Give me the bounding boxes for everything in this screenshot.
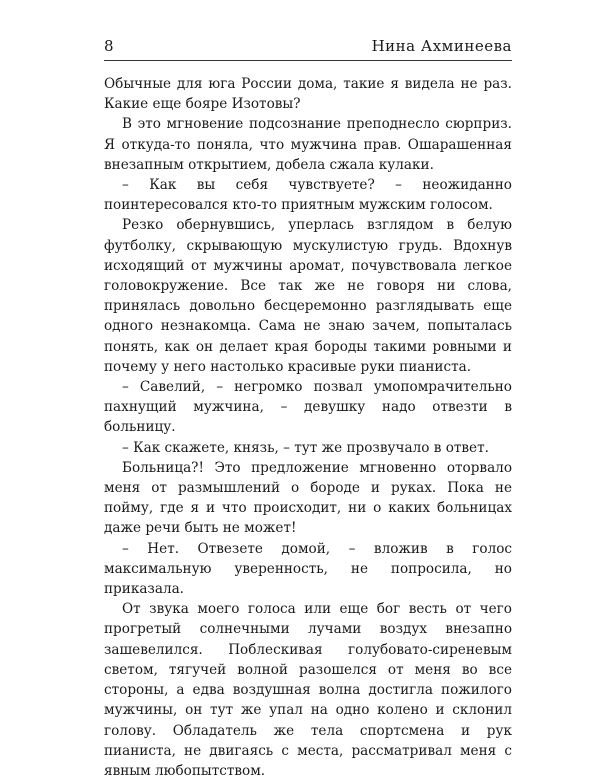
- paragraph: – Как вы себя чувствуете? – неожиданно поинтересовался кто-то приятным мужским голосом.: [104, 177, 512, 214]
- body-text: [104, 74, 512, 781]
- page-number: 8: [104, 37, 115, 55]
- author-name: Нина Ахминеева: [371, 37, 512, 55]
- paragraph: Обычные для юга России дома, такие я видела не раз. Какие еще бояре Изотовы?: [104, 76, 512, 113]
- paragraph: – Нет. Отвезете домой, – вложив в голос максимальную уверенность, не попросила, но приказала.: [104, 540, 512, 598]
- paragraph: – Как скажете, князь, – тут же прозвучало в ответ.: [122, 439, 489, 456]
- paragraph: – Савелий, – негромко позвал умопомрачительно пахнущий мужчина, – девушку надо отвезти в больницу.: [104, 379, 512, 436]
- running-head: [104, 36, 512, 56]
- paragraph: Больница?! Это предложение мгновенно оторвало меня от размышлений о бороде и руках. Пока не пойму, где я и что происходит, ни о каких больницах даже речи быть не может!: [104, 459, 512, 537]
- header-rule: [104, 60, 512, 61]
- paragraph: От звука моего голоса или еще бог весть от чего прогретый солнечными лучами воздух внезапно зашевелился. Поблескивая голубовато-сиреневым светом, тягучей волной разошелся от меня во все стороны, а едва воздушная волна достигла пожилого мужчины, он тут же упал на одно колено и склонил голову. Обладатель же тела спортсмена и рук пианиста, не двигаясь с места, рассматривал меня с явным любопытством.: [104, 601, 512, 779]
- paragraph: Резко обернувшись, уперлась взглядом в белую футболку, скрывающую мускулистую грудь. Вдохнув исходящий от мужчины аромат, почувствовала легкое головокружение. Все так же не говоря ни слова, принялась довольно бесцеремонно разглядывать еще одного незнакомца. Сама не знаю зачем, попыталась понять, как он делает края бороды такими ровными и почему у него настолько красивые руки пианиста.: [104, 217, 512, 375]
- paragraph: В это мгновение подсознание преподнесло сюрприз. Я откуда-то поняла, что мужчина прав. Ошарашенная внезапным открытием, добела сжала кулаки.: [104, 116, 512, 173]
